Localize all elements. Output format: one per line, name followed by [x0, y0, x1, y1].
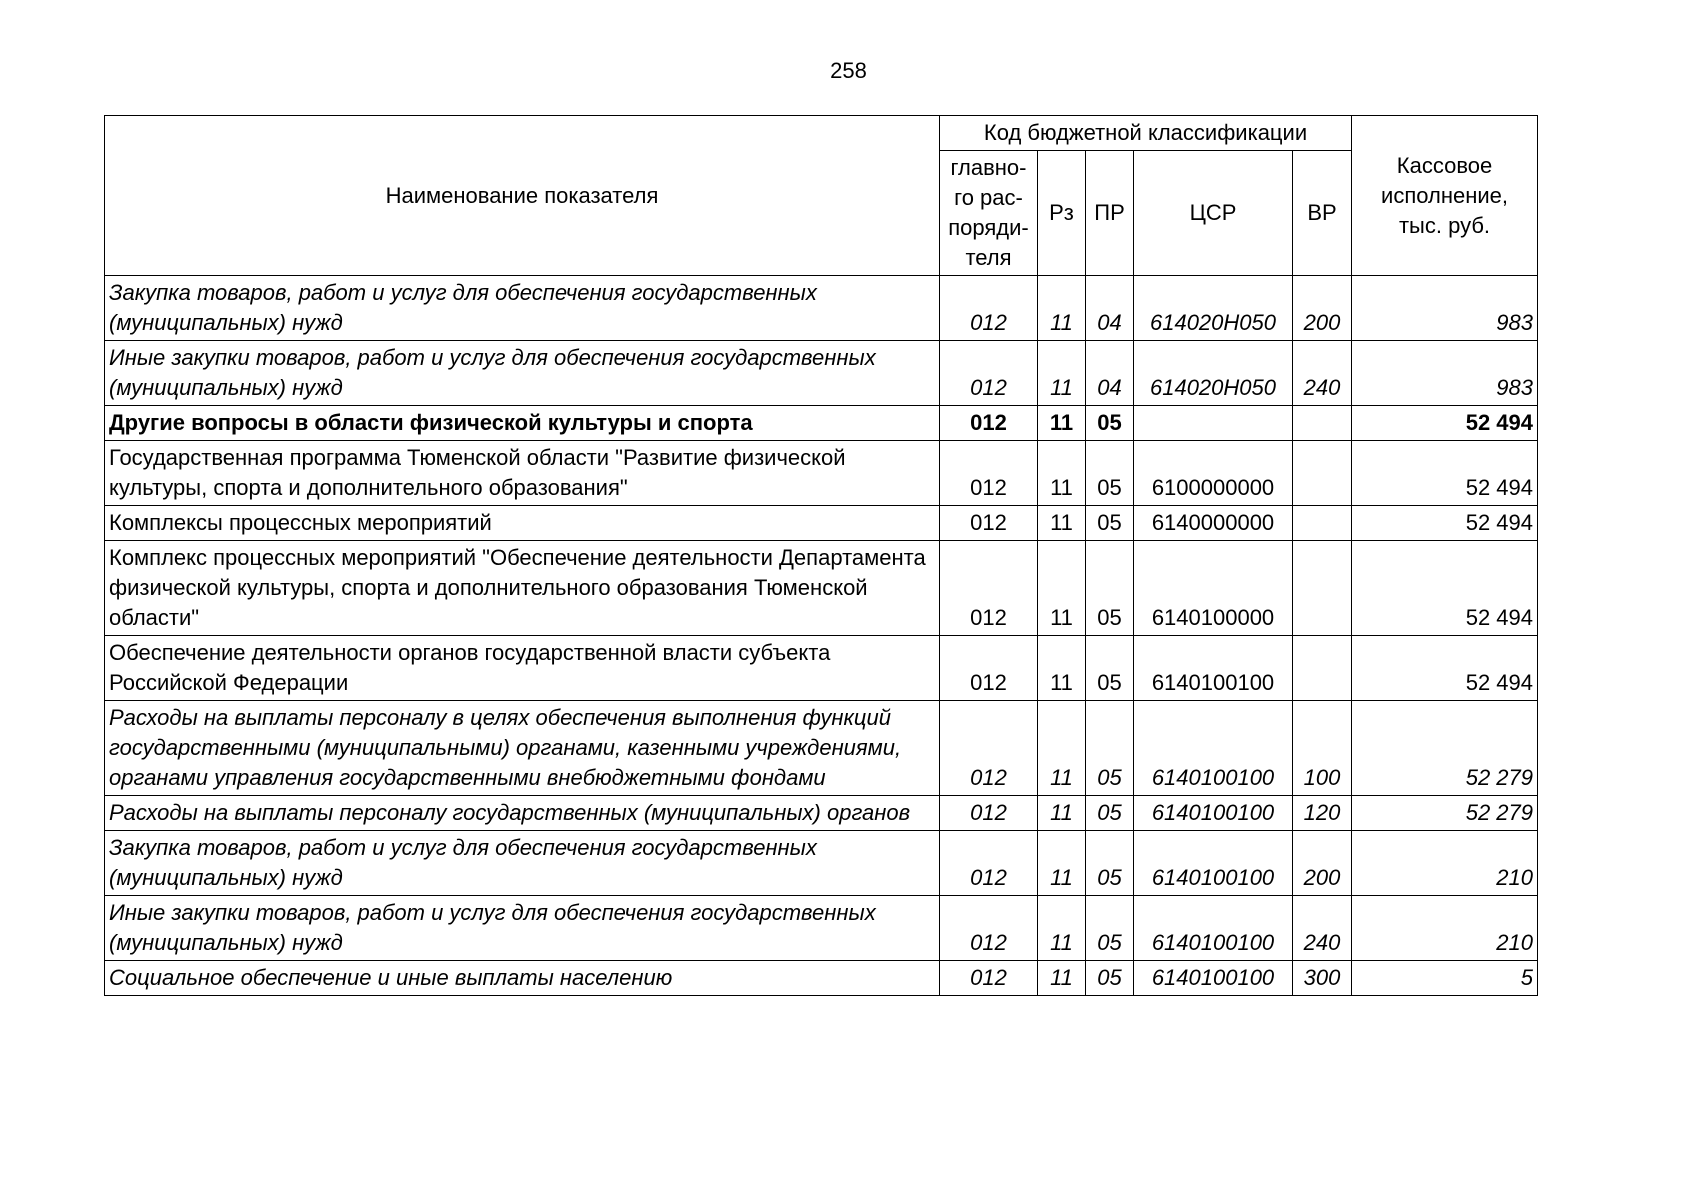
page-number: 258	[830, 58, 867, 83]
cell-pr: 05	[1086, 701, 1134, 796]
cell-csr: 6140100100	[1134, 831, 1293, 896]
cell-manager-code: 012	[940, 276, 1038, 341]
cell-csr: 614020Н050	[1134, 276, 1293, 341]
cell-pr: 05	[1086, 406, 1134, 441]
cell-manager-code: 012	[940, 831, 1038, 896]
cell-csr: 6140100000	[1134, 541, 1293, 636]
table-body	[105, 276, 1538, 996]
cell-name: Государственная программа Тюменской области "Развитие физической культуры, спорта и дополнительного образования"	[105, 441, 940, 506]
cell-name: Социальное обеспечение и иные выплаты населению	[105, 961, 940, 996]
cell-rz: 11	[1038, 506, 1086, 541]
cell-csr: 6140100100	[1134, 636, 1293, 701]
cell-amount: 983	[1352, 341, 1538, 406]
cell-csr: 614020Н050	[1134, 341, 1293, 406]
cell-pr: 05	[1086, 831, 1134, 896]
header-pr: ПР	[1086, 151, 1134, 276]
cell-pr: 05	[1086, 441, 1134, 506]
header-vr: ВР	[1293, 151, 1352, 276]
cell-amount: 210	[1352, 896, 1538, 961]
header-manager-line3: поряди-	[948, 215, 1029, 240]
cell-vr: 120	[1293, 796, 1352, 831]
table-row	[105, 341, 1538, 406]
cell-manager-code: 012	[940, 506, 1038, 541]
cell-manager-code: 012	[940, 341, 1038, 406]
cell-csr: 6140100100	[1134, 896, 1293, 961]
cell-rz: 11	[1038, 441, 1086, 506]
cell-rz: 11	[1038, 341, 1086, 406]
cell-name: Закупка товаров, работ и услуг для обеспечения государственных (муниципальных) нужд	[105, 276, 940, 341]
table-row	[105, 441, 1538, 506]
cell-amount: 5	[1352, 961, 1538, 996]
table-row	[105, 831, 1538, 896]
cell-rz: 11	[1038, 796, 1086, 831]
cell-amount: 52 279	[1352, 701, 1538, 796]
cell-rz: 11	[1038, 831, 1086, 896]
cell-amount: 52 494	[1352, 406, 1538, 441]
cell-amount: 210	[1352, 831, 1538, 896]
cell-amount: 52 494	[1352, 506, 1538, 541]
header-amount-line3: тыс. руб.	[1398, 212, 1491, 238]
header-manager-line1: главно-	[950, 155, 1027, 180]
cell-vr: 200	[1293, 831, 1352, 896]
cell-csr	[1134, 406, 1293, 441]
cell-manager-code: 012	[940, 441, 1038, 506]
header-manager-line2: го рас-	[954, 185, 1023, 210]
cell-pr: 05	[1086, 896, 1134, 961]
cell-csr: 6140100100	[1134, 796, 1293, 831]
cell-name: Иные закупки товаров, работ и услуг для обеспечения государственных (муниципальных) нужд	[105, 341, 940, 406]
cell-rz: 11	[1038, 961, 1086, 996]
cell-vr	[1293, 506, 1352, 541]
table-header	[105, 116, 1538, 276]
cell-amount: 52 494	[1352, 541, 1538, 636]
cell-vr: 300	[1293, 961, 1352, 996]
cell-pr: 05	[1086, 796, 1134, 831]
cell-rz: 11	[1038, 896, 1086, 961]
header-manager-line4: теля	[965, 245, 1012, 270]
cell-name: Иные закупки товаров, работ и услуг для обеспечения государственных (муниципальных) нужд	[105, 896, 940, 961]
cell-manager-code: 012	[940, 796, 1038, 831]
table-row	[105, 701, 1538, 796]
cell-vr: 100	[1293, 701, 1352, 796]
budget-table	[104, 115, 1538, 996]
cell-manager-code: 012	[940, 961, 1038, 996]
cell-pr: 05	[1086, 506, 1134, 541]
table-row	[105, 506, 1538, 541]
cell-vr	[1293, 541, 1352, 636]
cell-vr: 200	[1293, 276, 1352, 341]
cell-vr: 240	[1293, 341, 1352, 406]
table-row	[105, 896, 1538, 961]
cell-csr: 6140100100	[1134, 701, 1293, 796]
cell-manager-code: 012	[940, 406, 1038, 441]
cell-vr	[1293, 636, 1352, 701]
cell-pr: 05	[1086, 961, 1134, 996]
cell-pr: 05	[1086, 541, 1134, 636]
cell-amount: 52 279	[1352, 796, 1538, 831]
table-row	[105, 796, 1538, 831]
cell-manager-code: 012	[940, 541, 1038, 636]
header-budget-code-group: Код бюджетной классификации	[940, 116, 1352, 151]
header-amount	[1352, 116, 1538, 276]
cell-pr: 04	[1086, 341, 1134, 406]
cell-name: Комплекс процессных мероприятий "Обеспечение деятельности Департамента физической культуры, спорта и дополнительного образования Тюменской области"	[105, 541, 940, 636]
cell-pr: 04	[1086, 276, 1134, 341]
header-name: Наименование показателя	[105, 116, 940, 276]
cell-name: Комплексы процессных мероприятий	[105, 506, 940, 541]
header-manager	[940, 151, 1038, 276]
cell-manager-code: 012	[940, 636, 1038, 701]
cell-rz: 11	[1038, 406, 1086, 441]
table-row	[105, 406, 1538, 441]
header-amount-line2: исполнение,	[1381, 182, 1508, 208]
cell-csr: 6100000000	[1134, 441, 1293, 506]
cell-manager-code: 012	[940, 896, 1038, 961]
table-row	[105, 541, 1538, 636]
cell-vr	[1293, 441, 1352, 506]
cell-name: Обеспечение деятельности органов государственной власти субъекта Российской Федерации	[105, 636, 940, 701]
cell-rz: 11	[1038, 541, 1086, 636]
header-rz: Рз	[1038, 151, 1086, 276]
table-row	[105, 636, 1538, 701]
cell-rz: 11	[1038, 276, 1086, 341]
cell-csr: 6140100100	[1134, 961, 1293, 996]
table-row	[105, 276, 1538, 341]
header-amount-line1: Кассовое	[1396, 152, 1493, 178]
cell-name: Закупка товаров, работ и услуг для обеспечения государственных (муниципальных) нужд	[105, 831, 940, 896]
table-row	[105, 961, 1538, 996]
cell-rz: 11	[1038, 636, 1086, 701]
cell-vr: 240	[1293, 896, 1352, 961]
cell-name: Расходы на выплаты персоналу в целях обеспечения выполнения функций государственными (муниципальными) органами, казенными учреждениями, органами управления государственными внебюджетными фондами	[105, 701, 940, 796]
cell-amount: 52 494	[1352, 636, 1538, 701]
cell-vr	[1293, 406, 1352, 441]
cell-name: Расходы на выплаты персоналу государственных (муниципальных) органов	[105, 796, 940, 831]
cell-manager-code: 012	[940, 701, 1038, 796]
cell-amount: 52 494	[1352, 441, 1538, 506]
cell-csr: 6140000000	[1134, 506, 1293, 541]
cell-amount: 983	[1352, 276, 1538, 341]
header-csr: ЦСР	[1134, 151, 1293, 276]
cell-name: Другие вопросы в области физической культуры и спорта	[105, 406, 940, 441]
cell-rz: 11	[1038, 701, 1086, 796]
cell-pr: 05	[1086, 636, 1134, 701]
